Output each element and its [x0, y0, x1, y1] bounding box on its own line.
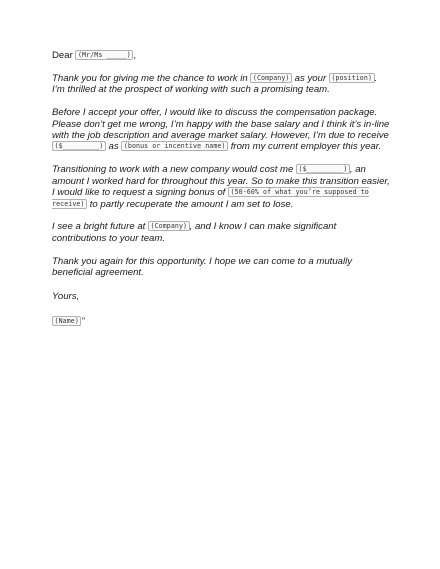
- paragraph-signing-bonus: [52, 164, 392, 210]
- paragraph-opportunity: [52, 73, 392, 96]
- para3-text-1: Transitioning to work with a new company would cost me: [52, 164, 297, 176]
- para3-text-3: to partly recuperate the amount I am set to lose.: [87, 198, 294, 210]
- bonus-placeholder: (bonus or incentive name): [121, 141, 228, 151]
- greeting-suffix: ,: [133, 50, 137, 61]
- paragraph-future: [52, 221, 392, 244]
- para2-text-2: as: [105, 141, 122, 153]
- amount-placeholder: ($_________): [52, 141, 106, 151]
- greeting-prefix: Dear: [52, 50, 76, 61]
- para2-text-1: Before I accept your offer, I would like to discuss the compensation package. Please don’t get me wrong, I’m happy with the base salary and I think it’s in-line with the job description and average market salary. However, I’m due to receive: [52, 107, 390, 142]
- para1-text-3: . I’m thrilled at the prospect of working with such a promising team.: [52, 72, 378, 96]
- para1-text-2: as your: [292, 72, 329, 84]
- percentage-placeholder: (50-60% of what you’re supposed to receive): [52, 188, 369, 208]
- cost-amount-placeholder: ($_________): [296, 164, 350, 174]
- para3-text-2: , an amount I worked hard for throughout this year. So to make this transition easier, I would like to request a signing bonus of: [52, 164, 390, 199]
- greeting-line: [52, 50, 392, 61]
- letter-body: [52, 50, 392, 339]
- paragraph-compensation: [52, 107, 392, 153]
- signature-suffix: ”: [81, 316, 85, 327]
- para5-text: Thank you again for this opportunity. I hope we can come to a mutually beneficial agreement.: [52, 255, 353, 279]
- para4-text-1: I see a bright future at: [52, 221, 148, 233]
- closing-line: Yours,: [52, 290, 80, 302]
- signature-line: [52, 316, 392, 327]
- paragraph-thanks: [52, 256, 392, 279]
- recipient-placeholder: (Mr/Ms _____): [75, 50, 133, 60]
- company-placeholder-2: (Company): [148, 221, 190, 231]
- company-placeholder: (Company): [250, 73, 292, 83]
- para2-text-3: from my current employer this year.: [228, 141, 382, 153]
- para1-text-1: Thank you for giving me the chance to work in: [52, 72, 251, 84]
- para4-text-2: , and I know I can make significant contributions to your team.: [52, 221, 337, 244]
- position-placeholder: (position): [329, 73, 375, 83]
- name-placeholder: (Name): [52, 316, 81, 326]
